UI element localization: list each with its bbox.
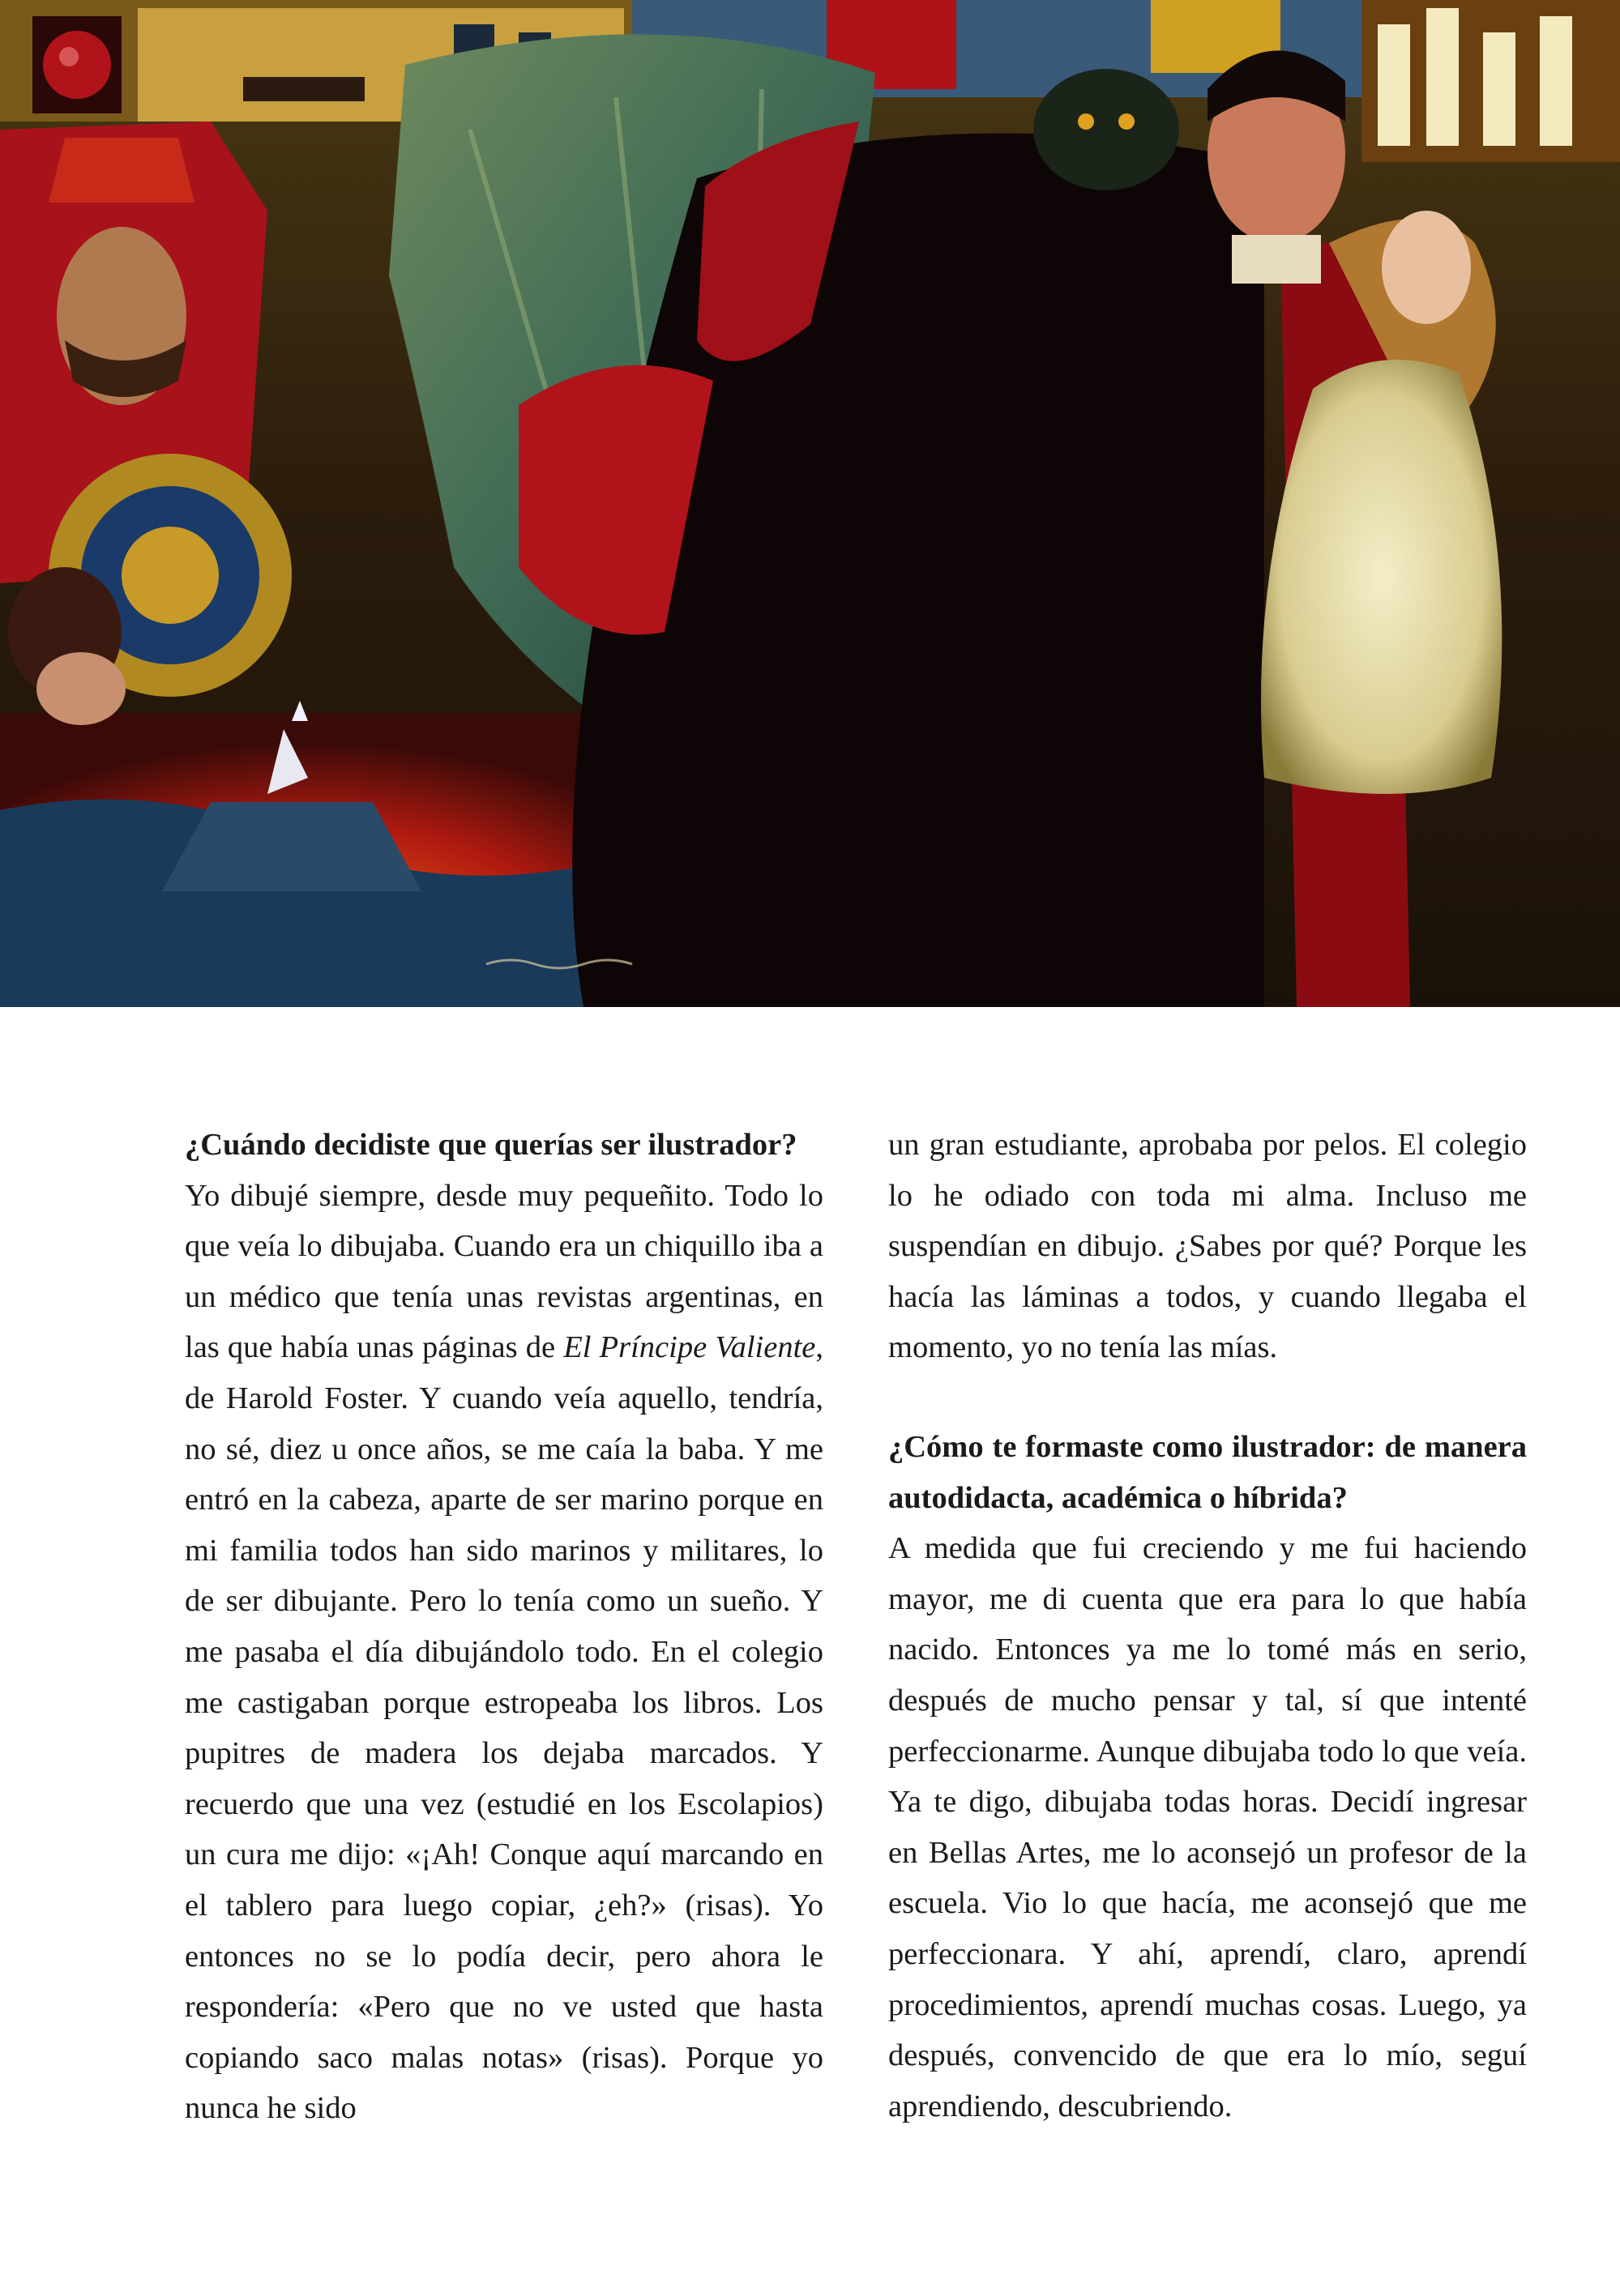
question-1: ¿Cuándo decidiste que querías ser ilustrador?: [185, 1128, 797, 1162]
paragraph-spacer: [888, 1373, 1527, 1422]
answer-1-text-a: Yo dibujé siempre, desde muy pequeñito. Todo lo que veía lo dibujaba. Cuando era un chiquillo iba a un médico que tenía unas revistas argentinas, en las que había unas páginas de: [185, 1178, 823, 1365]
answer-1-text-b: , de Harold Foster. Y cuando veía aquello, tendría, no sé, diez u once años, se me caía la baba. Y me entró en la cabeza, aparte de ser marino porque en mi familia todos han sido marinos y militares, lo de ser dibujante. Pero lo tenía como un sueño. Y me pasaba el día dibujándolo todo. En el colegio me castigaban porque estropeaba los libros. Los pupitres de madera los dejaba marcados. Y recuerdo que una vez (estudié en los Escolapios) un cura me dijo: «¡Ah! Conque aquí marcando en el tablero para luego copiar, ¿eh?» (risas). Yo entonces no se lo podía decir, pero ahora le respondería: «Pero que no ve usted que hasta copiando saco malas notas» (risas). Porque yo nunca he sido: [185, 1330, 823, 2126]
answer-1-italic-title: El Príncipe Valiente: [563, 1330, 816, 1365]
painting-artwork: [0, 0, 1620, 1007]
question-2: ¿Cómo te formaste como ilustrador: de manera autodidacta, académica o híbrida?: [888, 1429, 1527, 1515]
article-left-column: [185, 1120, 823, 2134]
gothic-painting-image: [0, 0, 1620, 1007]
article-right-column: [888, 1120, 1527, 2132]
answer-1-continuation: un gran estudiante, aprobaba por pelos. El colegio lo he odiado con toda mi alma. Incluso me suspendían en dibujo. ¿Sabes por qué? Porque les hacía las láminas a todos, y cuando llegaba el momento, yo no tenía las mías.: [888, 1128, 1527, 1365]
answer-2: A medida que fui creciendo y me fui haciendo mayor, me di cuenta que era para lo que había nacido. Entonces ya me lo tomé más en serio, después de mucho pensar y tal, sí que intenté perfeccionarme. Aunque dibujaba todo lo que veía. Ya te digo, dibujaba todas horas. Decidí ingresar en Bellas Artes, me lo aconsejó un profesor de la escuela. Vio lo que hacía, me aconsejó que me perfeccionara. Y ahí, aprendí, claro, aprendí procedimientos, aprendí muchas cosas. Luego, ya después, convencido de que era lo mío, seguí aprendiendo, descubriendo.: [888, 1531, 1527, 2123]
